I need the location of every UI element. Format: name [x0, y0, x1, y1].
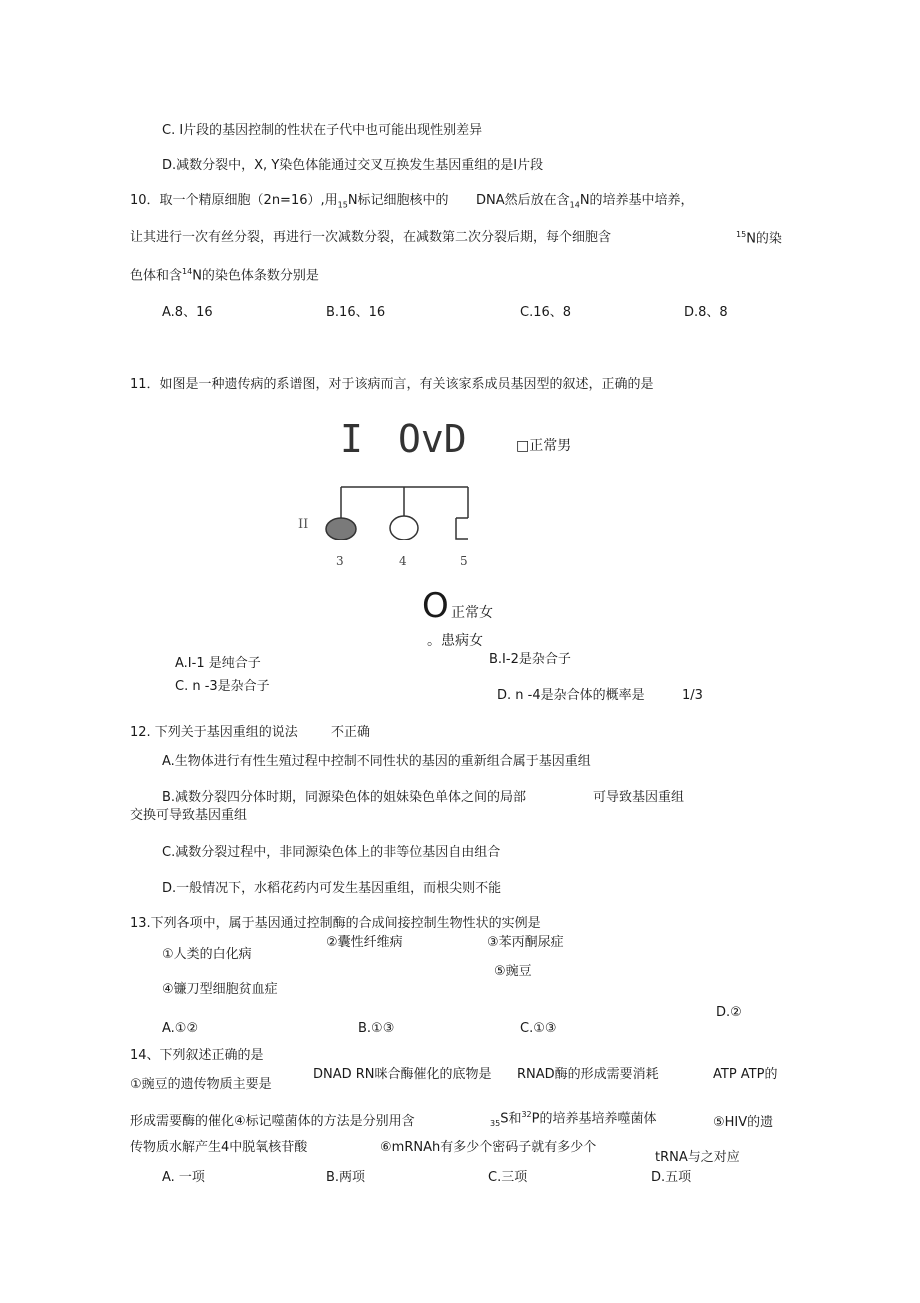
q11-stem: 11．如图是一种遗传病的系谱图，对于该病而言，有关该家系成员基因型的叙述，正确的是	[130, 377, 654, 392]
q14-line3-cont: $_{35}$S和$^{32}$P的培养基培养噬菌体	[490, 1110, 657, 1128]
legend-normal-female-symbol: O	[422, 586, 449, 626]
q10-stem-line2-cont: $^{15}$N的染	[736, 230, 782, 247]
q10-option-b: B.16、16	[326, 305, 386, 320]
q13-option-a: A.①②	[162, 1021, 199, 1036]
q14-option-d: D.五项	[651, 1170, 692, 1185]
pedigree-diagram	[290, 480, 490, 540]
q12-option-b-wrap: 交换可导致基因重组	[130, 808, 248, 823]
q13-item-2: ②囊性纤维病	[326, 935, 403, 950]
q11-option-b: B.I-2是杂合子	[489, 652, 571, 667]
q9-option-c: C. I片段的基因控制的性状在子代中也可能出现性别差异	[162, 123, 483, 138]
pedigree-lines	[341, 487, 468, 518]
normal-female-ii-4	[390, 516, 418, 540]
q11-option-a: A.I-1 是纯合子	[175, 656, 261, 671]
q13-item-5: ⑤豌豆	[494, 964, 532, 979]
q13-option-b: B.①③	[358, 1021, 395, 1036]
q13-stem: 13.下列各项中，属于基因通过控制酶的合成间接控制生物性状的实例是	[130, 916, 541, 931]
q14-line3: 形成需要酶的催化④标记噬菌体的方法是分别用含	[130, 1114, 415, 1129]
member-3-label: 3	[336, 554, 344, 568]
q10-stem-line1-cont: DNA然后放在含$_{14}$N的培养基中培养，	[476, 193, 694, 210]
q10-stem-line2: 让其进行一次有丝分裂，再进行一次减数分裂，在减数第二次分裂后期，每个细胞含	[130, 230, 612, 245]
q12-option-b-cont: 可导致基因重组	[593, 790, 685, 805]
q11-option-d: D. n -4是杂合体的概率是	[497, 688, 645, 703]
q10-stem-line1: 10．取一个精原细胞（2n=16）,用$_{15}$N标记细胞核中的	[130, 193, 449, 210]
q13-option-c: C.①③	[520, 1021, 557, 1036]
q14-stem: 14、下列叙述正确的是	[130, 1048, 264, 1063]
q14-line2: ①豌豆的遗传物质主要是	[130, 1077, 272, 1092]
q13-option-d: D.②	[716, 1005, 742, 1020]
q12-stem: 12. 下列关于基因重组的说法	[130, 725, 298, 740]
affected-female-ii-3	[326, 518, 356, 540]
member-4-label: 4	[399, 554, 407, 568]
pedigree-generation-1-label: I	[340, 417, 363, 461]
q14-line1-c: ATP ATP的	[713, 1067, 778, 1082]
q12-option-b: B.减数分裂四分体时期，同源染色体的姐妹染色单体之间的局部	[162, 790, 527, 805]
member-5-label: 5	[460, 554, 468, 568]
q14-line4-c: tRNA与之对应	[655, 1150, 740, 1165]
q14-option-c: C.三项	[488, 1170, 528, 1185]
q14-line4-b: ⑥mRNAh有多少个密码子就有多少个	[380, 1140, 597, 1155]
q10-option-a: A.8、16	[162, 305, 213, 320]
q10-option-c: C.16、8	[520, 305, 572, 320]
q11-option-c: C. n -3是杂合子	[175, 679, 270, 694]
q14-option-a: A. 一项	[162, 1170, 205, 1185]
normal-male-ii-5	[456, 518, 468, 539]
q13-item-3: ③苯丙酮尿症	[487, 935, 564, 950]
q14-line3-d: ⑤HIV的遗	[713, 1115, 774, 1130]
pedigree-generation-2-label: II	[298, 517, 309, 532]
q13-item-4: ④镰刀型细胞贫血症	[162, 982, 278, 997]
q11-option-d-value: 1/3	[682, 688, 703, 703]
pedigree-generation-1-symbols: OvD	[398, 417, 467, 461]
legend-affected-female: 。患病女	[427, 633, 483, 649]
q10-option-d: D.8、8	[684, 305, 728, 320]
q9-option-d: D.减数分裂中，X, Y染色体能通过交叉互换发生基因重组的是I片段	[162, 158, 544, 173]
q12-option-c: C.减数分裂过程中，非同源染色体上的非等位基因自由组合	[162, 845, 501, 860]
q12-option-d: D.一般情况下，水稻花药内可发生基因重组，而根尖则不能	[162, 881, 502, 896]
q14-option-b: B.两项	[326, 1170, 366, 1185]
q12-stem-emphasis: 不正确	[331, 725, 371, 740]
q14-line4: 传物质水解产生4中脱氧核苷酸	[130, 1140, 308, 1155]
q10-stem-line3: 色体和含$^{14}$N的染色体条数分别是	[130, 267, 319, 284]
legend-normal-male: □正常男	[516, 438, 572, 454]
q14-line1-a: DNAD RN咪合酶催化的底物是	[313, 1067, 492, 1082]
q13-item-1: ①人类的白化病	[162, 947, 252, 962]
q12-option-a: A.生物体进行有性生殖过程中控制不同性状的基因的重新组合属于基因重组	[162, 754, 591, 769]
q14-line1-b: RNAD酶的形成需要消耗	[517, 1067, 659, 1082]
legend-normal-female: 正常女	[451, 605, 493, 621]
